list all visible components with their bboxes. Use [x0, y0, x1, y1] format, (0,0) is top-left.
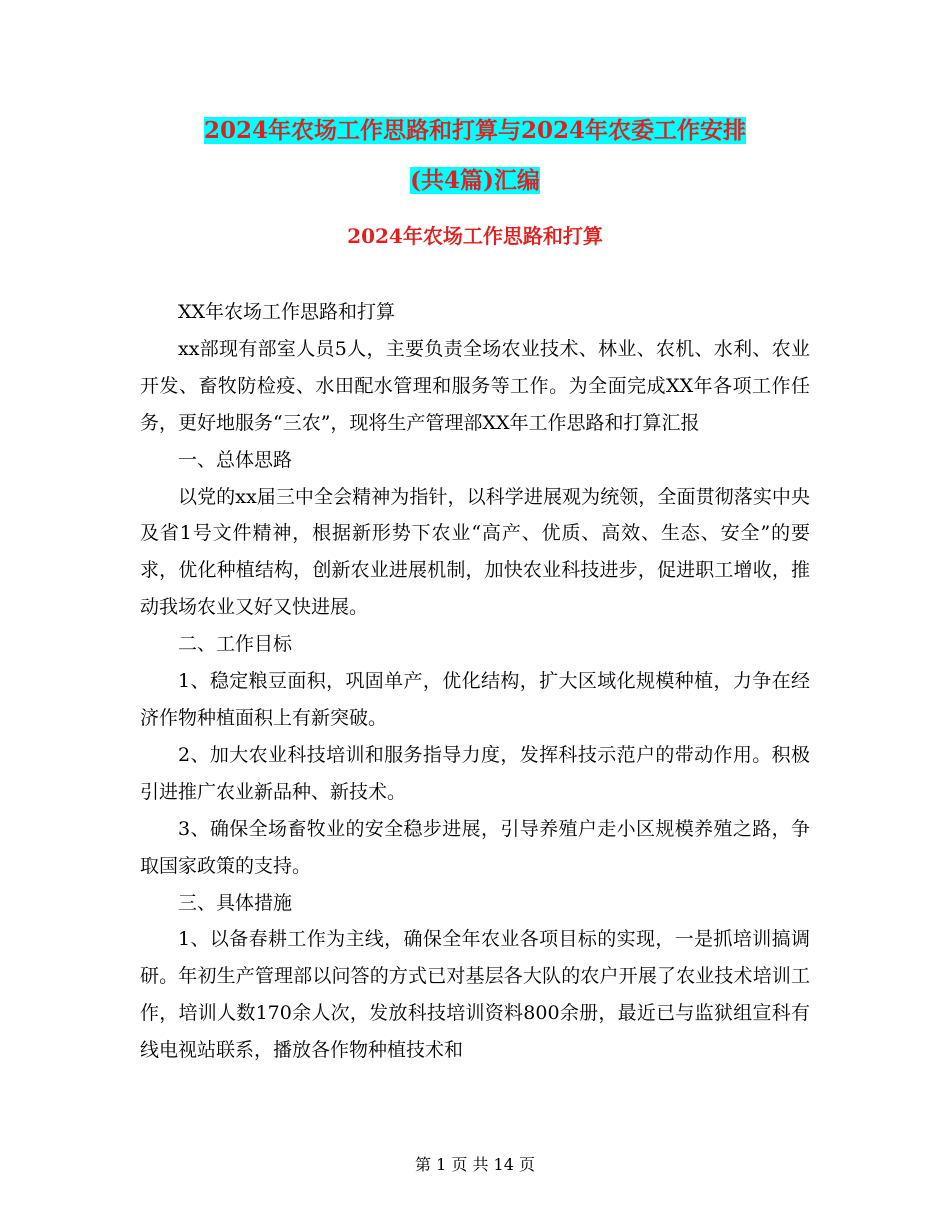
section-title: 2024年农场工作思路和打算 — [347, 224, 603, 248]
heading-work-goals: 二、工作目标 — [178, 633, 293, 656]
document-title-line-1: 2024年农场工作思路和打算与2024年农委工作安排 — [203, 117, 747, 144]
paragraph-subtitle: XX年农场工作思路和打算 — [178, 301, 396, 323]
paragraph-goal-2: 2、加大农业科技培训和服务指导力度，发挥科技示范户的带动作用。积极引进推广农业新品种、新技术。 — [140, 743, 810, 803]
paragraph-goal-3: 3、确保全场畜牧业的安全稳步进展，引导养殖户走小区规模养殖之路，争取国家政策的支持。 — [140, 817, 810, 877]
paragraph-intro: xx部现有部室人员5人，主要负责全场农业技术、林业、农机、水利、农业开发、畜牧防检疫、水田配水管理和服务等工作。为全面完成XX年各项工作任务，更好地服务“三农”，现将生产管理部XX年工作思路和打算汇报 — [140, 337, 810, 434]
heading-specific-measures: 三、具体措施 — [178, 891, 293, 914]
page-footer: 第 1 页 共 14 页 — [415, 1155, 535, 1174]
heading-overall-approach: 一、总体思路 — [178, 448, 293, 471]
document-body — [140, 294, 810, 1069]
document-title-line-2: (共4篇)汇编 — [410, 167, 540, 194]
paragraph-measure-1: 1、以备春耕工作为主线，确保全年农业各项目标的实现，一是抓培训搞调研。年初生产管理部以问答的方式已对基层各大队的农户开展了农业技术培训工作，培训人数170余人次，发放科技培训资料800余册，最近已与监狱组宣科有线电视站联系，播放各作物种植技术和 — [140, 928, 810, 1062]
paragraph-overall-approach: 以党的xx届三中全会精神为指针，以科学进展观为统领，全面贯彻落实中央及省1号文件精神，根据新形势下农业“高产、优质、高效、生态、安全”的要求，优化种植结构，创新农业进展机制，加快农业科技进步，促进职工增收，推动我场农业又好又快进展。 — [140, 485, 810, 619]
paragraph-goal-1: 1、稳定粮豆面积，巩固单产，优化结构，扩大区域化规模种植，力争在经济作物种植面积上有新突破。 — [140, 670, 810, 729]
document-title — [140, 106, 810, 206]
